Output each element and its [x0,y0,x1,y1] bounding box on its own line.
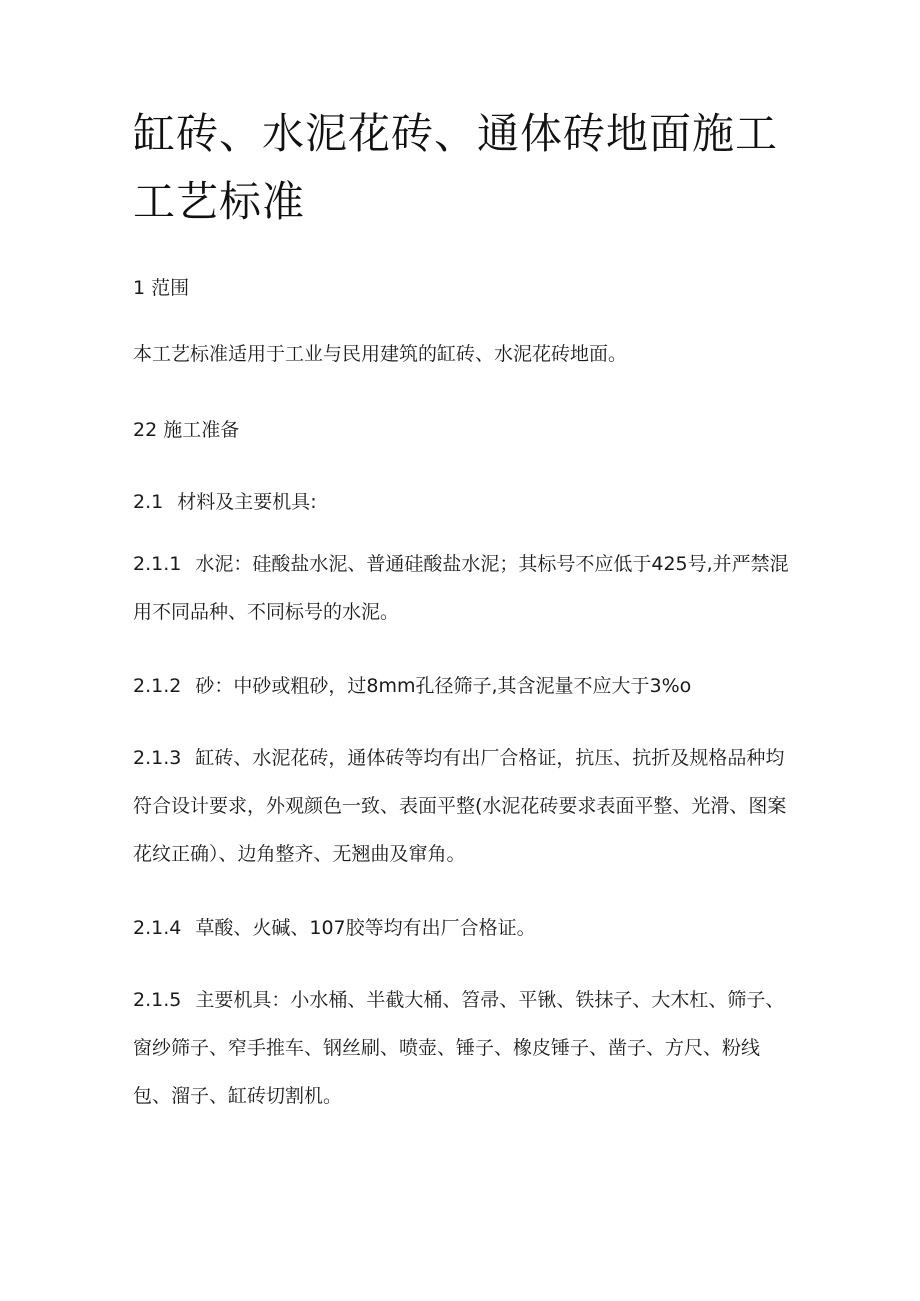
clause-text: 主要机具：小水桶、半截大桶、笤帚、平锹、铁抹子、大木杠、筛子、窗纱筛子、窄手推车、钢丝刷、喷壶、锤子、橡皮锤子、凿子、方尺、粉线包、溜子、缸砖切割机。 [133,989,785,1107]
clause-text: 草酸、火碱、107胶等均有出厂合格证。 [195,917,536,939]
clause-number: 2.1.3 [133,747,182,769]
document-title: 缸砖、水泥花砖、通体砖地面施工工艺标准 [133,109,779,226]
section-2-heading: 22 施工准备 [133,419,240,441]
clause-2-1-5 [133,976,793,1120]
clause-2-1-4 [133,904,793,952]
clause-text: 水泥：硅酸盐水泥、普通硅酸盐水泥；其标号不应低于425号,并严禁混用不同品种、不同标号的水泥。 [133,553,789,623]
clause-text: 砂：中砂或粗砂，过8mm孔径筛子,其含泥量不应大于3%o [195,675,692,697]
scope-paragraph: 本工艺标准适用于工业与民用建筑的缸砖、水泥花砖地面。 [133,343,628,365]
clause-text: 材料及主要机具: [177,491,317,513]
clause-number: 2.1.2 [133,675,182,697]
section-1-heading: 1 范围 [133,277,190,299]
clause-number: 2.1.1 [133,553,182,575]
clause-2-1 [133,478,793,526]
clause-2-1-2 [133,662,793,710]
clause-2-1-1 [133,540,793,636]
clause-number: 2.1 [133,491,164,513]
clause-2-1-3 [133,734,793,878]
clause-number: 2.1.5 [133,989,182,1011]
clause-text: 缸砖、水泥花砖，通体砖等均有出厂合格证，抗压、抗折及规格品种均符合设计要求，外观颜色一致、表面平整(水泥花砖要求表面平整、光滑、图案花纹正确）、边角整齐、无翘曲及窜角。 [133,747,787,865]
clause-number: 2.1.4 [133,917,182,939]
